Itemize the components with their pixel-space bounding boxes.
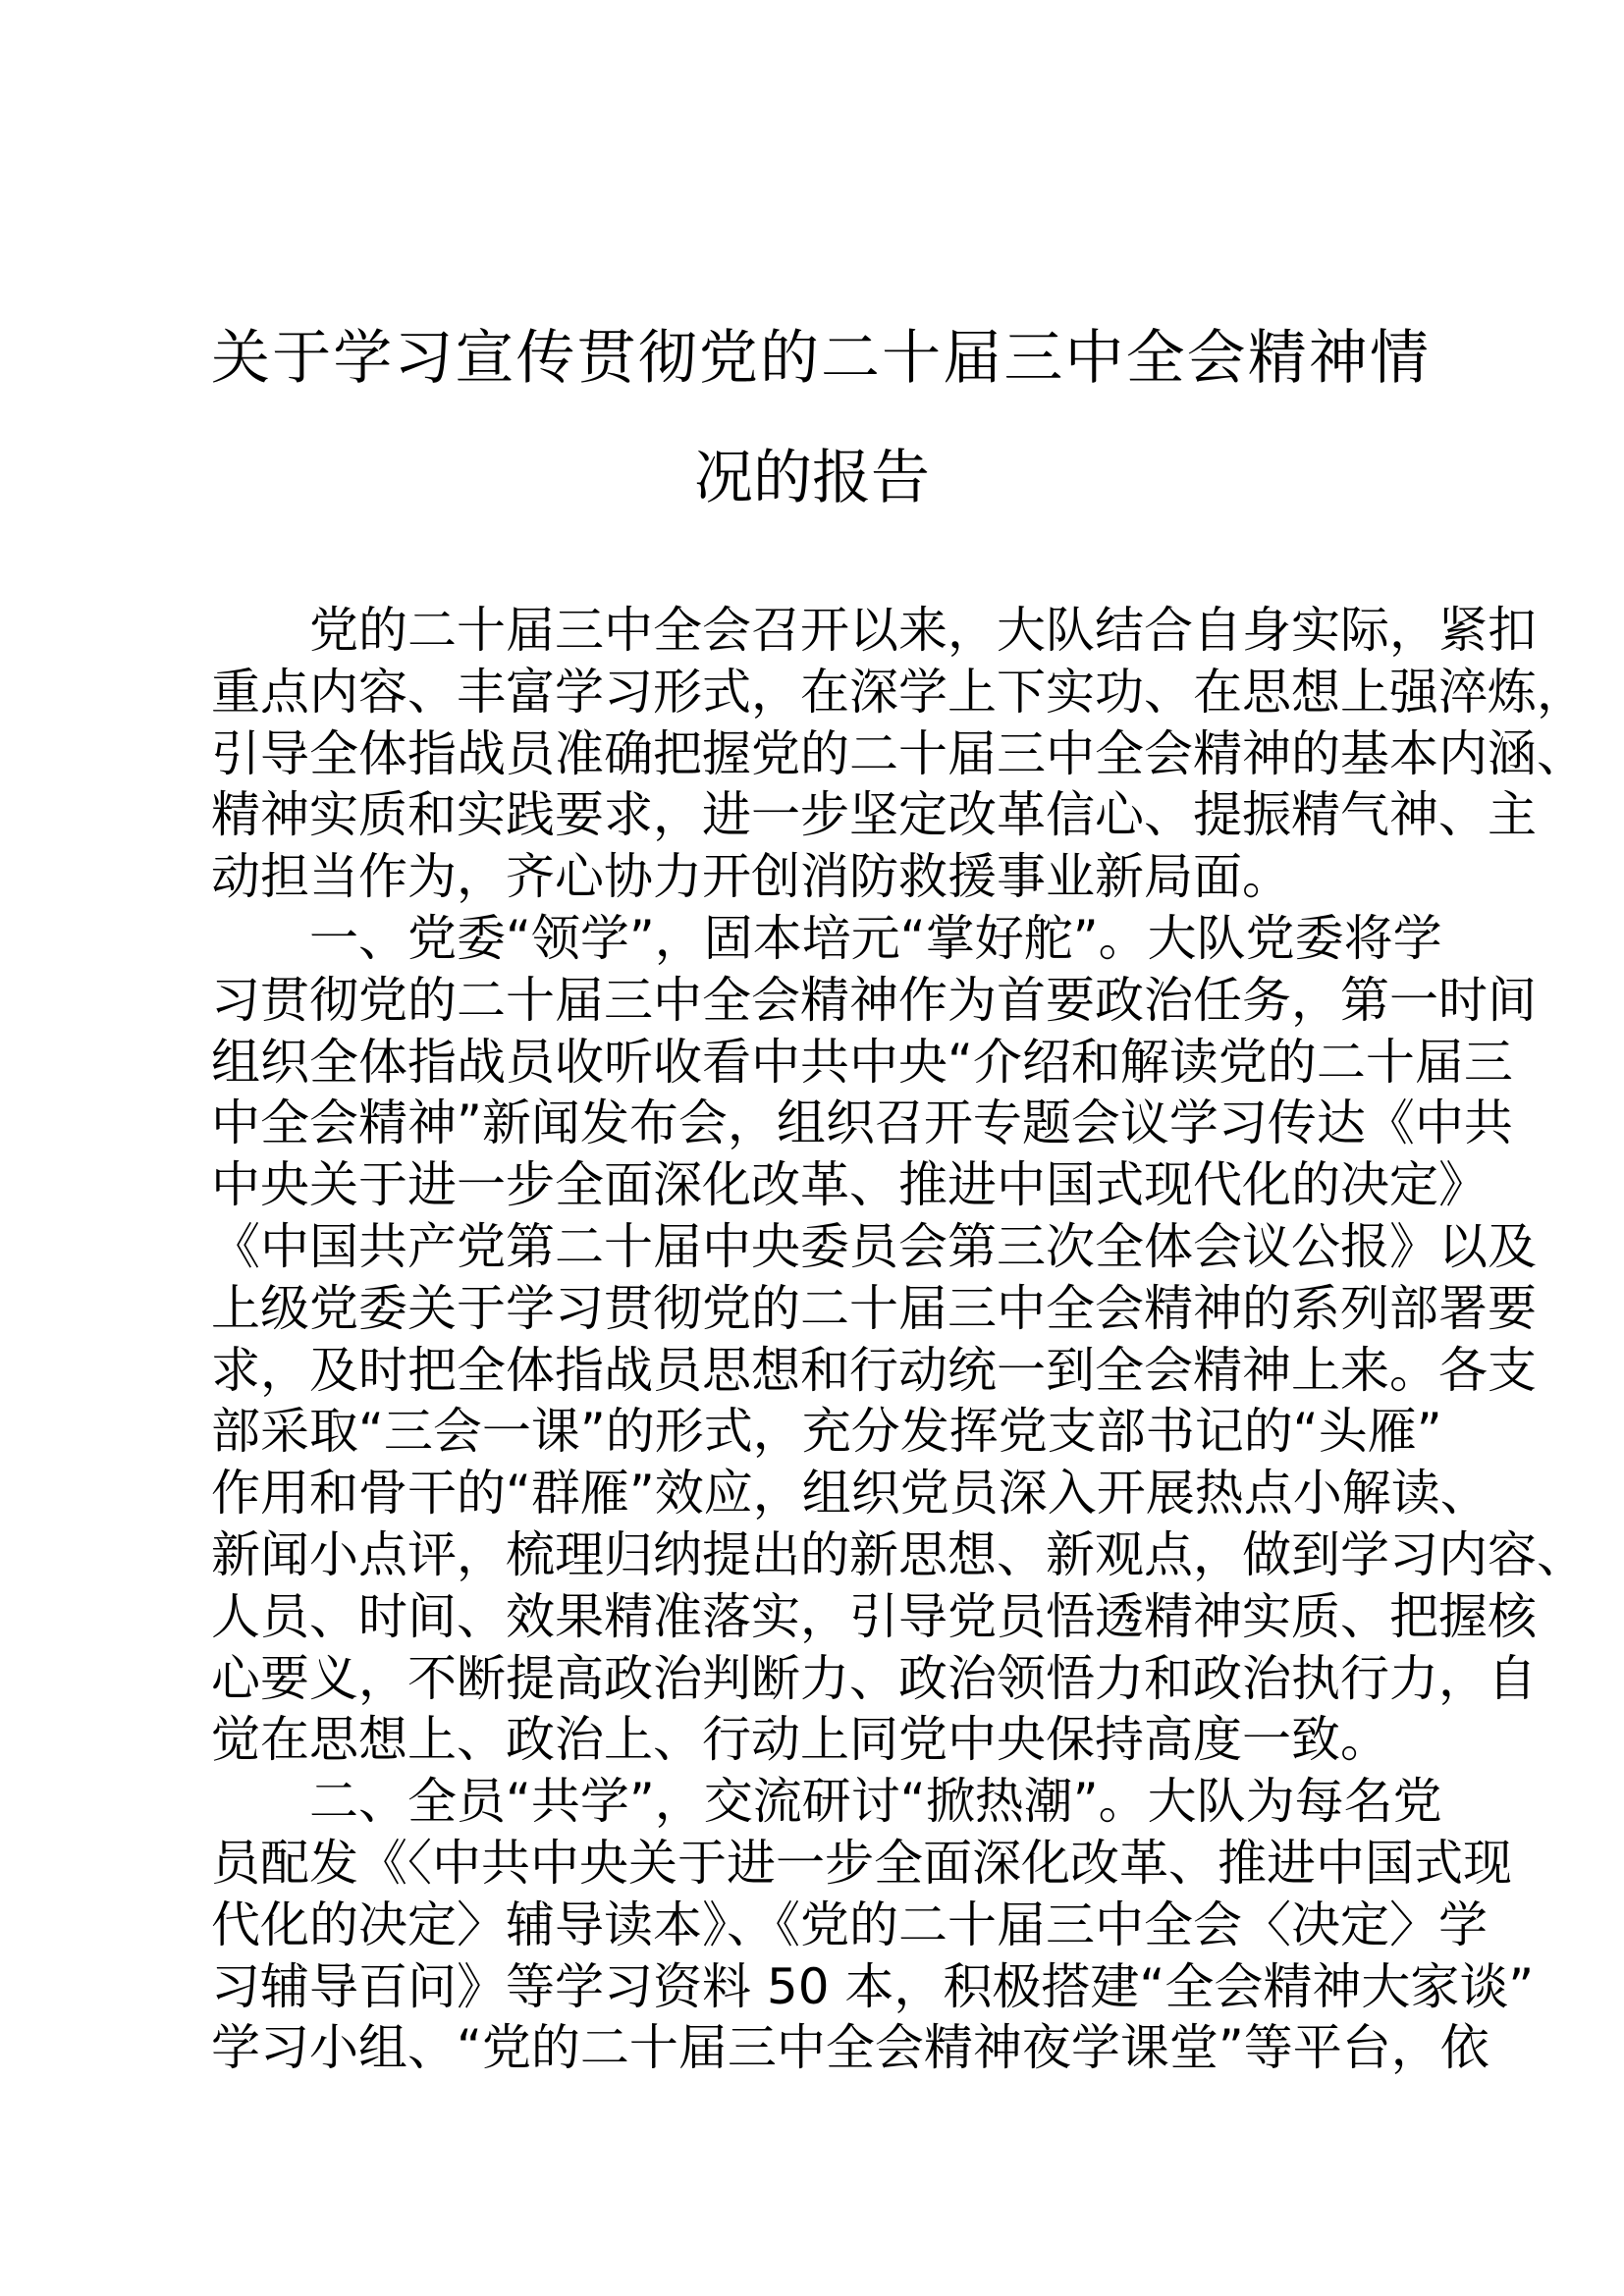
- body-text-line: 心要义，不断提高政治判断力、政治领悟力和政治执行力，自: [211, 1649, 1537, 1707]
- body-text-line: 习贯彻党的二十届三中全会精神作为首要政治任务，第一时间: [211, 971, 1537, 1029]
- body-text-line: 觉在思想上、政治上、行动上同党中央保持高度一致。: [211, 1711, 1389, 1769]
- body-text-line: 部采取“三会一课”的形式，充分发挥党支部书记的“头雁”: [211, 1403, 1442, 1461]
- body-text-line: 动担当作为，齐心协力开创消防救援事业新局面。: [211, 848, 1291, 906]
- body-text-line: 上级党委关于学习贯彻党的二十届三中全会精神的系列部署要: [211, 1279, 1537, 1337]
- document-body: [211, 600, 1586, 2079]
- body-text-line: 新闻小点评，梳理归纳提出的新思想、新观点，做到学习内容、: [211, 1525, 1586, 1583]
- body-text-line: 求，及时把全体指战员思想和行动统一到全会精神上来。各支: [211, 1341, 1537, 1399]
- body-text-line: 人员、时间、效果精准落实，引导党员悟透精神实质、把握核: [211, 1587, 1537, 1645]
- document-title-line-2: 况的报告: [694, 444, 930, 512]
- body-text-line: 中央关于进一步全面深化改革、推进中国式现代化的决定》: [211, 1156, 1488, 1214]
- body-text-line: 作用和骨干的“群雁”效应，组织党员深入开展热点小解读、: [211, 1465, 1489, 1522]
- body-text-line: 中全会精神”新闻发布会，组织召开专题会议学习传达《中共: [211, 1095, 1513, 1152]
- body-text-line: 引导全体指战员准确把握党的二十届三中全会精神的基本内涵、: [211, 724, 1586, 782]
- body-text-line: 学习小组、“党的二十届三中全会精神夜学课堂”等平台，依: [211, 2019, 1489, 2077]
- body-text-line: 党的二十届三中全会召开以来，大队结合自身实际，紧扣: [309, 602, 1537, 659]
- body-text-line: 习辅导百问》等学习资料 50 本，积极搭建“全会精神大家谈”: [211, 1957, 1535, 2015]
- body-text-line: 重点内容、丰富学习形式，在深学上下实功、在思想上强淬炼，: [211, 663, 1586, 721]
- body-text-line: 《中国共产党第二十届中央委员会第三次全体会议公报》以及: [211, 1217, 1537, 1275]
- body-text-line: 组织全体指战员收听收看中共中央“介绍和解读党的二十届三: [211, 1033, 1513, 1091]
- body-text-line: 员配发《〈中共中央关于进一步全面深化改革、推进中国式现: [211, 1834, 1512, 1892]
- body-text-line: 二、全员“共学”，交流研讨“掀热潮”。大队为每名党: [309, 1773, 1442, 1831]
- body-text-line: 精神实质和实践要求，进一步坚定改革信心、提振精气神、主: [211, 786, 1537, 844]
- body-text-line: 代化的决定〉辅导读本》、《党的二十届三中全会〈决定〉学: [211, 1896, 1488, 1953]
- body-text-line: 一、党委“领学”，固本培元“掌好舵”。大队党委将学: [309, 909, 1442, 967]
- document-title-line-1: 关于学习宣传贯彻党的二十届三中全会精神情: [211, 324, 1429, 393]
